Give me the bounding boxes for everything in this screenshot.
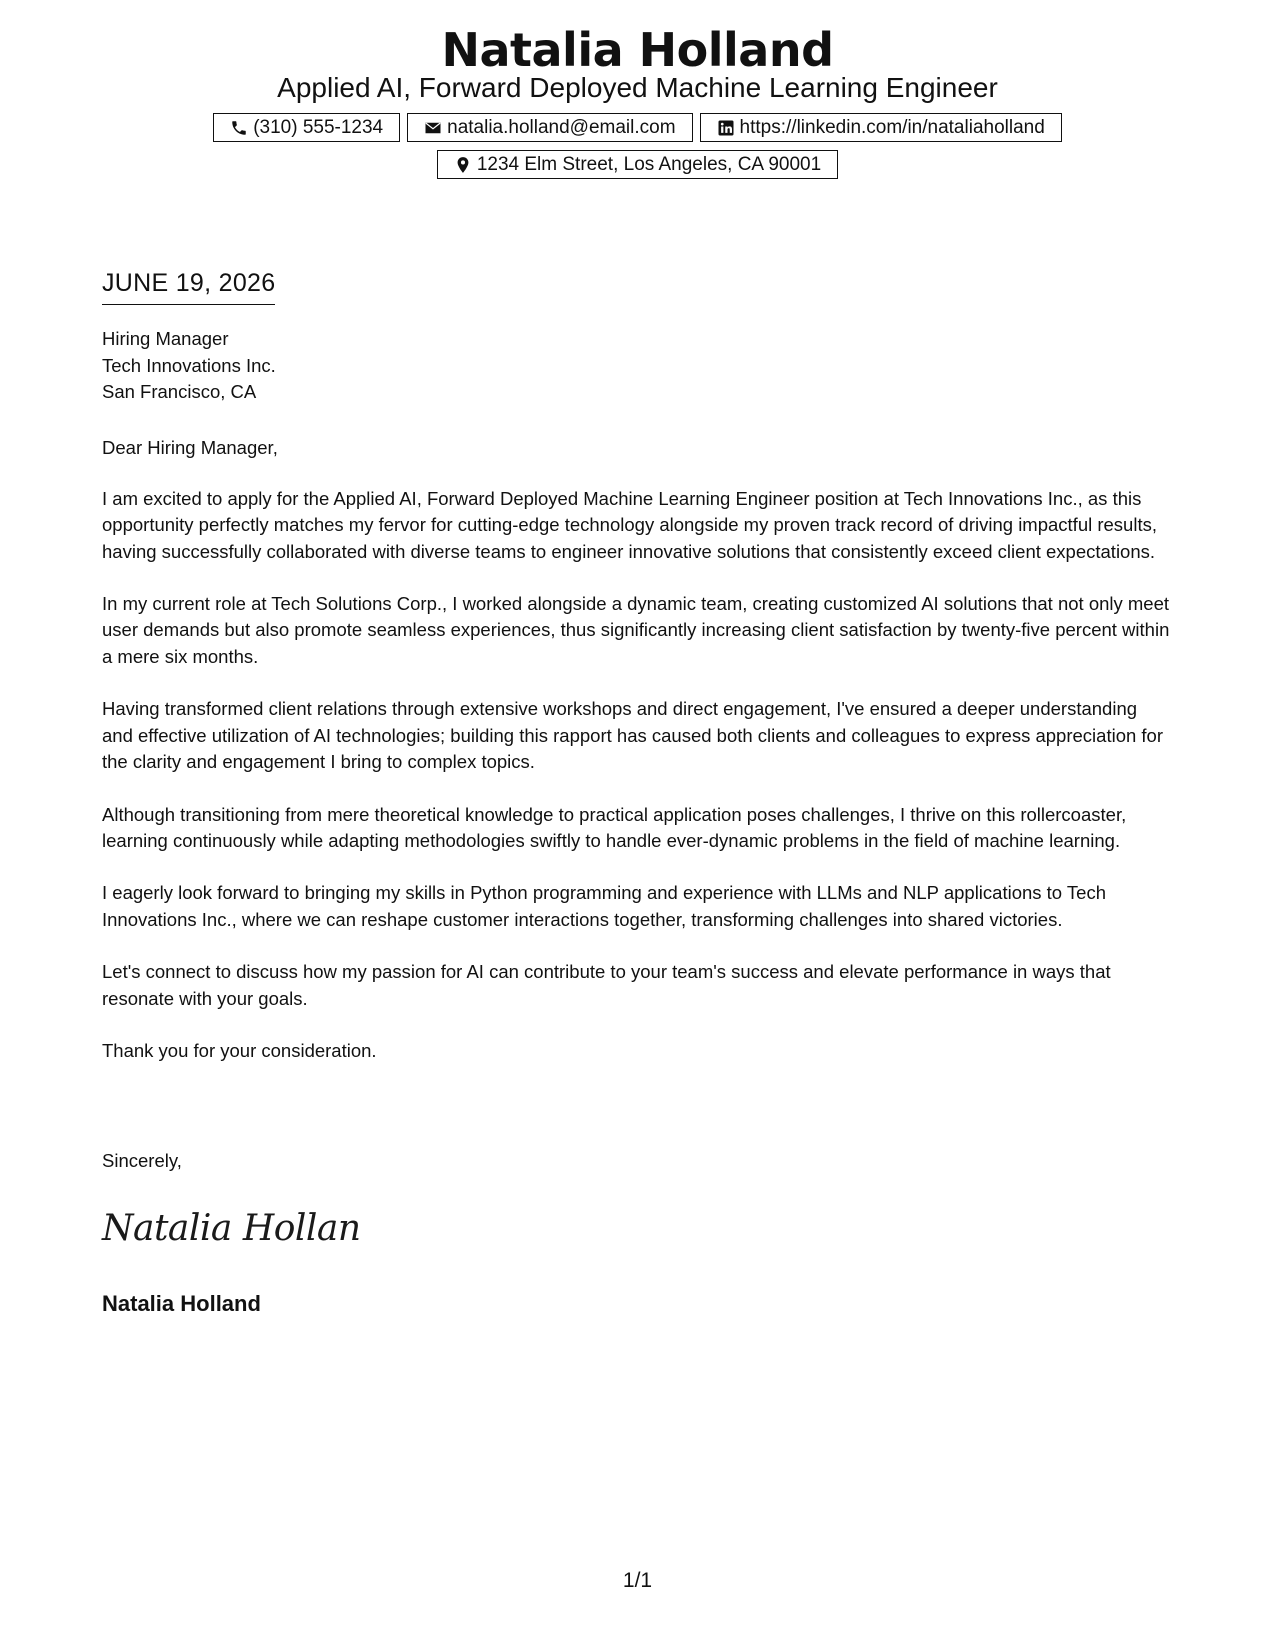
typed-name: Natalia Holland (102, 1291, 261, 1316)
linkedin-chip[interactable] (700, 113, 1062, 142)
contact-row-primary (0, 113, 1275, 142)
contact-row-secondary (0, 150, 1275, 179)
recipient-line: San Francisco, CA (102, 381, 257, 402)
recipient-line: Hiring Manager (102, 328, 229, 349)
email-chip[interactable] (407, 113, 692, 142)
page-number: 1/1 (622, 1569, 653, 1592)
phone-text: (310) 555-1234 (253, 117, 384, 138)
letter-body (102, 486, 1172, 1091)
greeting: Dear Hiring Manager, (102, 437, 278, 458)
phone-icon (230, 119, 248, 137)
linkedin-icon (717, 119, 735, 137)
linkedin-text: https://linkedin.com/in/nataliaholland (739, 117, 1045, 138)
envelope-icon (424, 119, 442, 137)
phone-chip[interactable] (213, 113, 400, 142)
body-paragraph: Although transitioning from mere theoretical knowledge to practical application poses challenges, I thrive on this rollercoaster, learning continuously while adapting methodologies swiftly to handle ever-dynamic problems in the field of machine learning. (102, 803, 1127, 851)
body-paragraph: In my current role at Tech Solutions Corp., I worked alongside a dynamic team, creating customized AI solutions that not only meet user demands but also promote seamless experiences, thus significantly increasing client satisfaction by twenty-five percent within a mere six months. (102, 593, 1170, 667)
job-title: Applied AI, Forward Deployed Machine Learning Engineer (277, 72, 998, 103)
body-paragraph: Thank you for your consideration. (102, 1040, 377, 1062)
body-paragraph: I am excited to apply for the Applied AI, Forward Deployed Machine Learning Engineer position at Tech Innovations Inc., as this opportunity perfectly matches my fervor for cutting-edge technology alongside my proven track record of driving impactful results, having successfully collaborated with diverse teams to engineer innovative solutions that consistently exceed client expectations. (102, 488, 1157, 562)
signature-image (100, 1198, 360, 1258)
signature-script: Natalia Holland (102, 1208, 360, 1249)
applicant-name: Natalia Holland (441, 23, 834, 77)
handwritten-signature (100, 1198, 360, 1263)
address-chip (437, 150, 838, 179)
email-text: natalia.holland@email.com (447, 117, 676, 138)
map-marker-icon (454, 156, 472, 174)
body-paragraph: Having transformed client relations through extensive workshops and direct engagement, I've ensured a deeper understanding and effective utilization of AI technologies; building this rapport has caused both clients and colleagues to express appreciation for the clarity and engagement I bring to complex topics. (102, 698, 1163, 772)
recipient-block (102, 326, 276, 406)
letter-date: JUNE 19, 2026 (102, 268, 275, 305)
body-paragraph: Let's connect to discuss how my passion for AI can contribute to your team's success and elevate performance in ways that resonate with your goals. (102, 961, 1111, 1009)
recipient-line: Tech Innovations Inc. (102, 354, 276, 376)
body-paragraph: I eagerly look forward to bringing my skills in Python programming and experience with LLMs and NLP applications to Tech Innovations Inc., where we can reshape customer interactions together, transforming challenges into shared victories. (102, 882, 1106, 930)
address-text: 1234 Elm Street, Los Angeles, CA 90001 (476, 154, 822, 175)
closing: Sincerely, (102, 1150, 182, 1171)
